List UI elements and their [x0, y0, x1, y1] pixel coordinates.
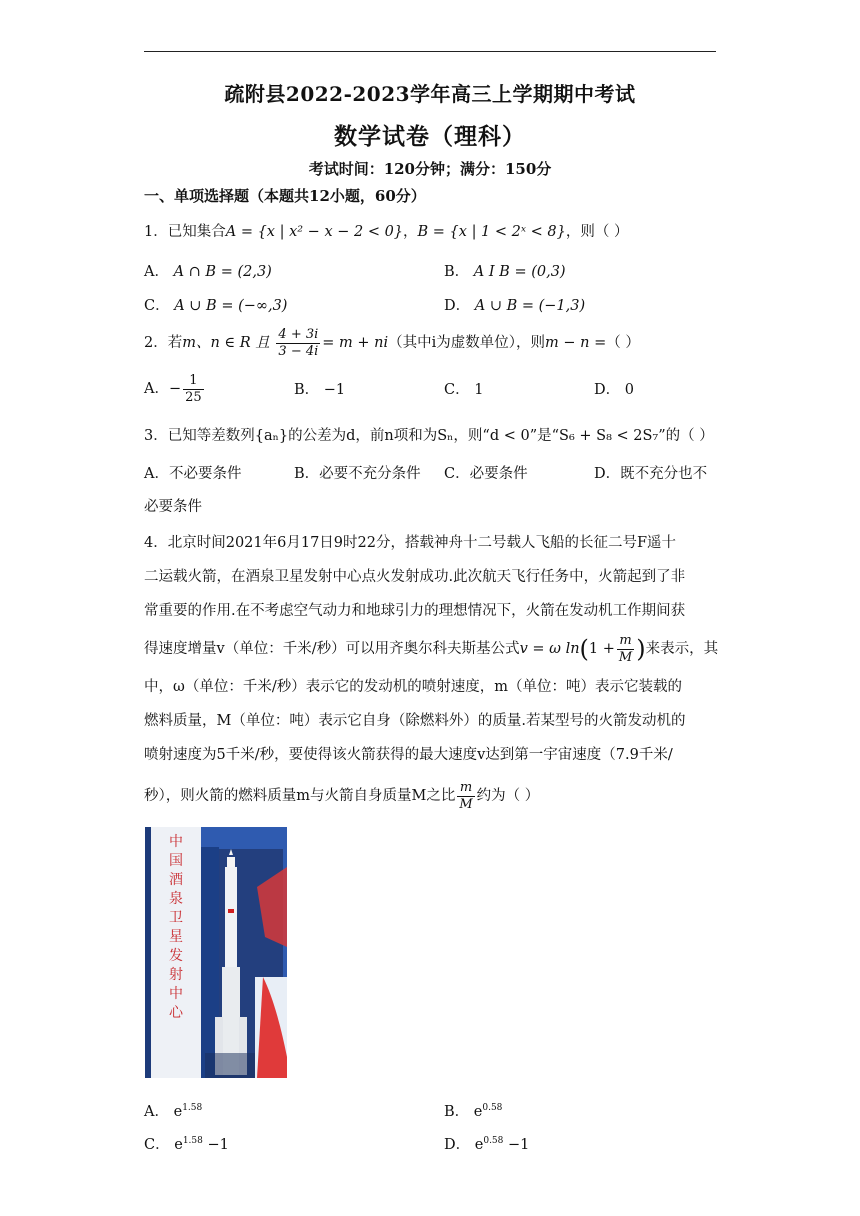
option-text: A I B = (0,3)	[473, 264, 566, 280]
right-paren: )	[636, 635, 646, 663]
option-text: −1	[323, 382, 346, 398]
option-letter: D．	[444, 298, 471, 314]
option-text: A ∪ B = (−1,3)	[474, 298, 586, 314]
q4-formula-outro: 来表示，其	[645, 641, 719, 657]
option-letter: A．	[144, 264, 169, 280]
question-3-stem: 3．已知等差数列{aₙ}的公差为d，前n项和为Sₙ，则“d < 0”是“S₆ + S₈ < 2S₇”的（ ）	[144, 428, 714, 444]
rocket-launch-photo	[145, 827, 287, 1078]
exam-title: 疏附县2022-2023学年高三上学期期中考试	[224, 82, 636, 106]
option-text: 不必要条件	[168, 466, 242, 482]
fraction-numerator: m	[457, 780, 474, 797]
q3-option-d[interactable]	[594, 464, 707, 484]
q4-option-a[interactable]	[144, 1098, 202, 1122]
q1-option-b[interactable]	[444, 262, 566, 282]
option-tail: −1	[503, 1137, 530, 1153]
option-letter: B．	[294, 382, 320, 398]
q4-line: 常重要的作用.在不考虑空气动力和地球引力的理想情况下，火箭在发动机工作期间获	[144, 603, 686, 619]
option-letter: D．	[594, 382, 621, 398]
option-letter: B．	[444, 1104, 470, 1120]
fraction-denominator: M	[459, 796, 473, 812]
q1-prefix: 1．已知集合	[144, 224, 226, 240]
fraction-numerator: m	[617, 633, 634, 650]
question-2-stem	[144, 326, 640, 360]
q4-option-d[interactable]	[444, 1131, 529, 1155]
q2-fraction-denominator: 3 − 4i	[278, 343, 319, 359]
option-base: e	[474, 1137, 484, 1153]
option-letter: C．	[144, 298, 170, 314]
option-letter: A．	[144, 466, 169, 482]
section-heading: 一、单项选择题（本题共12小题，60分）	[144, 187, 426, 205]
option-text: 0	[624, 382, 634, 398]
q4-formula-line	[144, 630, 718, 668]
q3-option-b[interactable]	[294, 464, 421, 484]
exam-info: 考试时间：120分钟；满分：150分	[308, 160, 552, 178]
left-paren: (	[579, 635, 589, 663]
q2-equation: = m + ni	[322, 335, 389, 351]
option-text: 必要条件	[469, 466, 528, 482]
q3-option-c[interactable]	[444, 464, 528, 484]
q2-condition: m、n ∈ R 且	[182, 335, 270, 351]
q4-line: 4．北京时间2021年6月17日9时22分，搭载神舟十二号载人飞船的长征二号F遥十	[144, 535, 677, 551]
fraction-numerator: 1	[183, 373, 204, 390]
option-letter: D．	[444, 1137, 471, 1153]
option-letter: D．	[594, 466, 621, 482]
q4-option-b[interactable]	[444, 1098, 502, 1122]
q2-option-d[interactable]	[594, 380, 634, 400]
option-letter: C．	[444, 466, 470, 482]
q4-line: 中，ω（单位：千米/秒）表示它的发动机的喷射速度，m（单位：吨）表示它装载的	[144, 679, 682, 695]
option-text: A ∩ B = (2,3)	[173, 264, 272, 280]
option-base: e	[173, 1104, 183, 1120]
launch-center-sign: 中国酒泉卫星发射中心	[169, 834, 183, 1021]
option-letter: A．	[144, 1104, 169, 1120]
q4-line: 喷射速度为5千米/秒，要使得该火箭获得的最大速度v达到第一宇宙速度（7.9千米/	[144, 747, 673, 763]
q1-set-a: A = {x | x² − x − 2 < 0}	[225, 224, 404, 240]
option-text: 既不充分也不	[620, 466, 708, 482]
option-text: 必要不充分条件	[319, 466, 421, 482]
q4-formula-inner: 1 +	[588, 641, 615, 657]
option-tail: −1	[202, 1137, 229, 1153]
q2-fraction-numerator: 4 + 3i	[278, 326, 319, 342]
q4-formula-fraction	[617, 633, 634, 666]
option-exponent: 1.58	[182, 1136, 203, 1146]
q4-ratio-intro: 秒），则火箭的燃料质量m与火箭自身质量M之比	[144, 788, 456, 804]
option-letter: B．	[294, 466, 320, 482]
q1-option-d[interactable]	[444, 296, 585, 316]
option-letter: C．	[144, 1137, 170, 1153]
q2-ask: m − n =	[545, 335, 607, 351]
option-text: 1	[474, 382, 484, 398]
q3-option-d-continued: 必要条件	[144, 499, 202, 515]
header-rule	[144, 51, 716, 52]
q1-suffix: ，则（ ）	[565, 224, 629, 240]
q2-fraction	[276, 327, 320, 360]
option-sign: −	[168, 381, 182, 397]
fraction-denominator: M	[618, 649, 633, 665]
q4-option-c[interactable]	[144, 1131, 229, 1155]
option-base: e	[174, 1137, 183, 1153]
q4-ratio-line	[144, 778, 539, 814]
q4-ratio-fraction	[457, 780, 474, 813]
q1-option-c[interactable]	[144, 296, 287, 316]
q4-formula-intro: 得速度增量v（单位：千米/秒）可以用齐奥尔科夫斯基公式	[144, 641, 520, 657]
q1-option-a[interactable]	[144, 262, 272, 282]
q2-option-a[interactable]	[144, 372, 206, 406]
option-text: A ∪ B = (−∞,3)	[174, 298, 288, 314]
option-fraction	[183, 373, 204, 406]
option-exponent: 1.58	[182, 1103, 203, 1113]
fraction-denominator: 25	[185, 389, 202, 405]
option-letter: C．	[444, 382, 470, 398]
q2-prefix: 2．若	[144, 335, 183, 351]
option-letter: A．	[144, 381, 169, 397]
option-exponent: 0.58	[483, 1136, 504, 1146]
q3-option-a[interactable]	[144, 464, 241, 484]
question-1-stem	[144, 222, 628, 242]
q4-line: 燃料质量，M（单位：吨）表示它自身（除燃料外）的质量.若某型号的火箭发动机的	[144, 713, 686, 729]
q2-option-c[interactable]	[444, 380, 483, 400]
option-exponent: 0.58	[482, 1103, 503, 1113]
exam-subtitle: 数学试卷（理科）	[334, 123, 526, 150]
q2-option-b[interactable]	[294, 380, 345, 400]
option-base: e	[473, 1104, 483, 1120]
q2-note: （其中i为虚数单位），则	[388, 335, 546, 351]
q1-sep: ，	[403, 224, 418, 240]
q4-formula-lhs: v = ω ln	[519, 641, 580, 657]
q2-paren: （ ）	[606, 335, 640, 351]
option-letter: B．	[444, 264, 470, 280]
q4-ratio-outro: 约为（ ）	[476, 788, 540, 804]
q4-line: 二运载火箭，在酒泉卫星发射中心点火发射成功.此次航天飞行任务中，火箭起到了非	[144, 569, 686, 585]
q1-set-b: B = {x | 1 < 2ˣ < 8}	[417, 224, 566, 240]
